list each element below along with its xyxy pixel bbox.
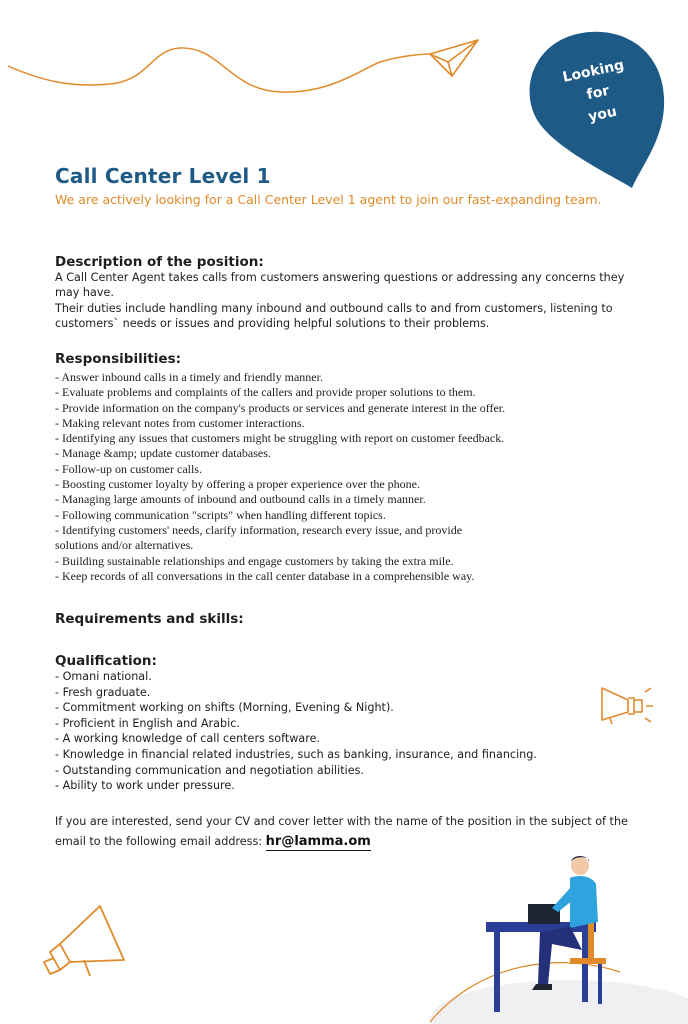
list-item: - Knowledge in financial related industries, such as banking, insurance, and financing.: [55, 747, 537, 761]
badge-line-2: for: [585, 82, 611, 104]
list-item: - Follow-up on customer calls.: [55, 461, 202, 476]
list-item: - Boosting customer loyalty by offering a proper experience over the phone.: [55, 477, 420, 492]
list-item: - Provide information on the company's products or services and generate interest in the offer.: [55, 400, 506, 415]
responsibilities-heading: Responsibilities:: [55, 351, 182, 367]
megaphone-icon: [40, 900, 132, 980]
page-title: Call Center Level 1: [55, 164, 271, 188]
list-item: - A working knowledge of call centers software.: [55, 732, 321, 746]
megaphone-icon: [598, 680, 654, 724]
page-subtitle: We are actively looking for a Call Center Level 1 agent to join our fast-expanding team.: [55, 192, 602, 207]
contact-text: If you are interested, send your CV and cover letter with the name of the position in the subject of the email to the following email address:: [55, 815, 628, 848]
list-item: - Building sustainable relationships and engage customers by taking the extra mile.: [55, 553, 454, 568]
requirements-heading: Requirements and skills:: [55, 611, 244, 627]
email-link[interactable]: hr@lamma.om: [265, 834, 371, 849]
qualification-heading: Qualification:: [55, 653, 157, 669]
list-item: - Answer inbound calls in a timely and friendly manner.: [55, 370, 323, 384]
contact-paragraph: [55, 812, 635, 852]
list-item: - Evaluate problems and complaints of the callers and provide proper solutions to them.: [55, 385, 476, 400]
description-heading: Description of the position:: [55, 254, 264, 270]
list-item: - Manage &amp; update customer databases.: [55, 446, 271, 461]
list-item: - Identifying any issues that customers might be struggling with report on customer feedback.: [55, 431, 505, 446]
description-paragraph-2: Their duties include handling many inbound and outbound calls to and from customers, listening to customers` needs or issues and providing helpful solutions to their problems.: [55, 302, 613, 331]
list-item: - Following communication "scripts" when handling different topics.: [55, 507, 386, 522]
list-item: - Ability to work under pressure.: [55, 779, 235, 793]
person-at-desk-illustration: [420, 852, 688, 1024]
list-item: - Proficient in English and Arabic.: [55, 716, 240, 730]
list-item: - Commitment working on shifts (Morning, Evening & Night).: [55, 701, 394, 715]
responsibilities-list: [55, 370, 645, 584]
list-item: - Keep records of all conversations in the call center database in a comprehensible way.: [55, 568, 475, 583]
list-item: - Omani national.: [55, 670, 152, 683]
description-paragraph-1: A Call Center Agent takes calls from customers answering questions or addressing any concerns they may have.: [55, 271, 625, 300]
paper-plane-icon: [0, 0, 520, 120]
list-item: - Managing large amounts of inbound and outbound calls in a timely manner.: [55, 492, 426, 507]
badge-line-1: Looking: [561, 57, 626, 86]
list-item: - Outstanding communication and negotiation abilities.: [55, 763, 364, 777]
list-item: - Identifying customers' needs, clarify information, research every issue, and provide: [55, 522, 463, 537]
list-item: solutions and/or alternatives.: [55, 538, 194, 553]
qualification-list: [55, 669, 645, 794]
list-item: - Making relevant notes from customer interactions.: [55, 415, 305, 430]
badge-line-3: you: [586, 103, 619, 126]
list-item: - Fresh graduate.: [55, 685, 151, 699]
